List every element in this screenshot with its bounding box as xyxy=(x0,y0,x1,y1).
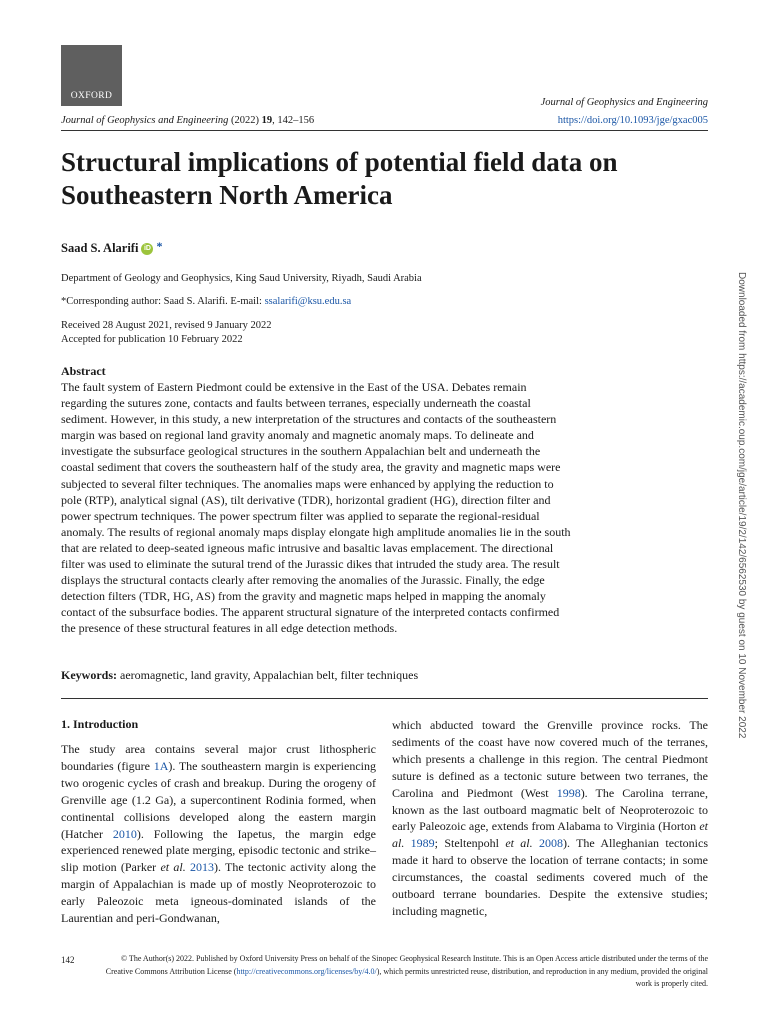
reference-link[interactable]: 2013 xyxy=(189,860,214,875)
intro-text: which abducted toward the Grenville province rocks. The sediments of the coast have now covered much of the terranes, which presents a challenge in this region. The central Piedmont suture is defined as a tectonic suture between two terranes, the Carolina and Piedmont (West xyxy=(392,718,708,800)
section-heading-introduction: 1. Introduction xyxy=(61,717,139,731)
intro-left-column xyxy=(61,741,376,927)
oxford-logo-text: OXFORD xyxy=(70,91,113,101)
article-title: Structural implications of potential field data on Southeastern North America xyxy=(61,147,618,210)
reference-link[interactable]: 1998 xyxy=(556,785,581,800)
doi-link[interactable]: https://doi.org/10.1093/jge/gxac005 xyxy=(557,115,708,126)
figure-link[interactable]: 1A xyxy=(153,758,169,773)
et-al: et al. xyxy=(392,819,708,851)
intro-text: ). Following the Iapetus, the margin edge experienced renewed plate merging, episodic tectonic and strike–slip motion (Parker xyxy=(61,826,376,875)
intro-right-column xyxy=(392,717,708,920)
reference-link[interactable]: 2010 xyxy=(112,826,137,841)
intro-text: ; Steltenpohl xyxy=(434,836,506,851)
intro-text: ). The Alleghanian tectonics made it hard to observe the location of terrane contacts; in some circumstances, the coastal sediments covered much of the outboard terrane boundaries. Despite the extensive studies; including magnetic, xyxy=(392,836,709,918)
journal-citation-year: (2022) xyxy=(231,115,260,126)
keywords xyxy=(61,668,418,683)
orcid-icon[interactable]: iD xyxy=(141,243,153,255)
journal-name-header: Journal of Geophysics and Engineering xyxy=(540,97,708,108)
keywords-label: Keywords: xyxy=(61,668,117,682)
et-al: et al. xyxy=(160,860,186,875)
abstract-rule xyxy=(61,698,708,699)
corresponding-author-text: *Corresponding author: Saad S. Alarifi. E-mail: xyxy=(61,296,265,307)
email-link[interactable]: ssalarifi@ksu.edu.sa xyxy=(264,296,352,307)
license-link[interactable]: http://creativecommons.org/licenses/by/4.0/ xyxy=(236,966,377,976)
license-text: ), which permits unrestricted reuse, distribution, and reproduction in any medium, provided the original work is properly cited. xyxy=(376,966,708,988)
journal-citation-pages: , 142–156 xyxy=(272,115,315,126)
header-rule xyxy=(61,130,708,131)
journal-citation xyxy=(61,115,314,126)
author-name: Saad S. Alarifi xyxy=(61,241,139,255)
intro-text: ). The southeastern margin is experiencing two orogenic cycles of crash and breakup. During the orogeny of Grenville age (1.2 Ga), a supercontinent Rodinia formed, when continental collisions developed along the eastern margin (Hatcher xyxy=(61,758,376,841)
reference-link[interactable]: 1989 xyxy=(410,836,435,851)
abstract-heading: Abstract xyxy=(61,364,106,378)
intro-text: The study area contains several major crust lithospheric boundaries (figure xyxy=(61,742,376,773)
intro-text: ). The Carolina terrane, known as the last outboard magmatic belt of Neoproterozoic to early Paleozoic age, extends from Alabama to Virginia (Horton xyxy=(392,785,709,834)
license-footer xyxy=(100,953,708,991)
et-al: et al. xyxy=(505,836,533,851)
author-line xyxy=(61,241,162,256)
reference-link[interactable]: 2008 xyxy=(538,836,563,851)
intro-text: ). The tectonic activity along the margin of Appalachian is made up of mostly Neoproterozoic to early Paleozoic meta igneous-dominated islands of the Laurentian and peri-Gondwanan, xyxy=(61,860,376,926)
download-watermark-text: Downloaded from https://academic.oup.com/jge/article/19/2/142/6562530 by guest on 10 November 2022 xyxy=(736,272,747,739)
license-text: © The Author(s) 2022. Published by Oxford University Press on behalf of the Sinopec Geophysical Research Institute. This is an Open Access article distributed under the terms of the Creative Commons Attribution License ( xyxy=(105,954,708,976)
received-date: Received 28 August 2021, revised 9 January 2022 xyxy=(61,320,272,331)
page-number: 142 xyxy=(61,955,75,965)
affiliation: Department of Geology and Geophysics, King Saud University, Riyadh, Saudi Arabia xyxy=(61,273,422,284)
journal-citation-name: Journal of Geophysics and Engineering xyxy=(61,115,229,126)
accepted-date: Accepted for publication 10 February 2022 xyxy=(61,334,243,345)
journal-citation-volume: 19 xyxy=(261,115,273,126)
corresponding-marker: * xyxy=(156,239,163,253)
abstract-text: The fault system of Eastern Piedmont could be extensive in the East of the USA. Debates remain regarding the sutures zone, contacts and faults between terranes, especially underneath the coastal sediment. However, in this study, a new interpretation of the structures and contacts of the southeastern margin was based on regional land gravity anomaly and magnetic anomaly maps. To delineate and investigate the subsurface geological structures in the southern Appalachian belt and underneath the coastal sediment that covers the southeastern half of the study area, the gravity and magnetic maps were subjected to several filter techniques. The anomalies maps were enhanced by applying the reduction to pole (RTP), analytical signal (AS), tilt derivative (TDR), horizontal gradient (HG), direction filter and power spectrum techniques. The power spectrum filter was applied to separate the regional-residual anomaly. The results of regional anomaly maps display elongate high amplitude anomalies lie in the south that are related to deep-seated igneous mafic intrusive and basaltic lavas emplacement. The directional filter was used to eliminate the sutural trend of the Jurassic dikes that intruded the study area. The result displays the structural contacts clearly after removing the anomalies of the Jurassic. Finally, the edge detection filters (TDR, HG, AS) from the gravity and magnetic maps helped in mapping the anomaly contact of the subsurface bodies. The apparent structural signature of the interpreted contacts confirmed the presence of these structural features in all edge detection methods. xyxy=(61,380,571,636)
corresponding-author xyxy=(61,295,351,309)
keywords-text: aeromagnetic, land gravity, Appalachian belt, filter techniques xyxy=(120,668,419,682)
oxford-logo xyxy=(61,45,122,106)
download-watermark xyxy=(725,272,755,772)
